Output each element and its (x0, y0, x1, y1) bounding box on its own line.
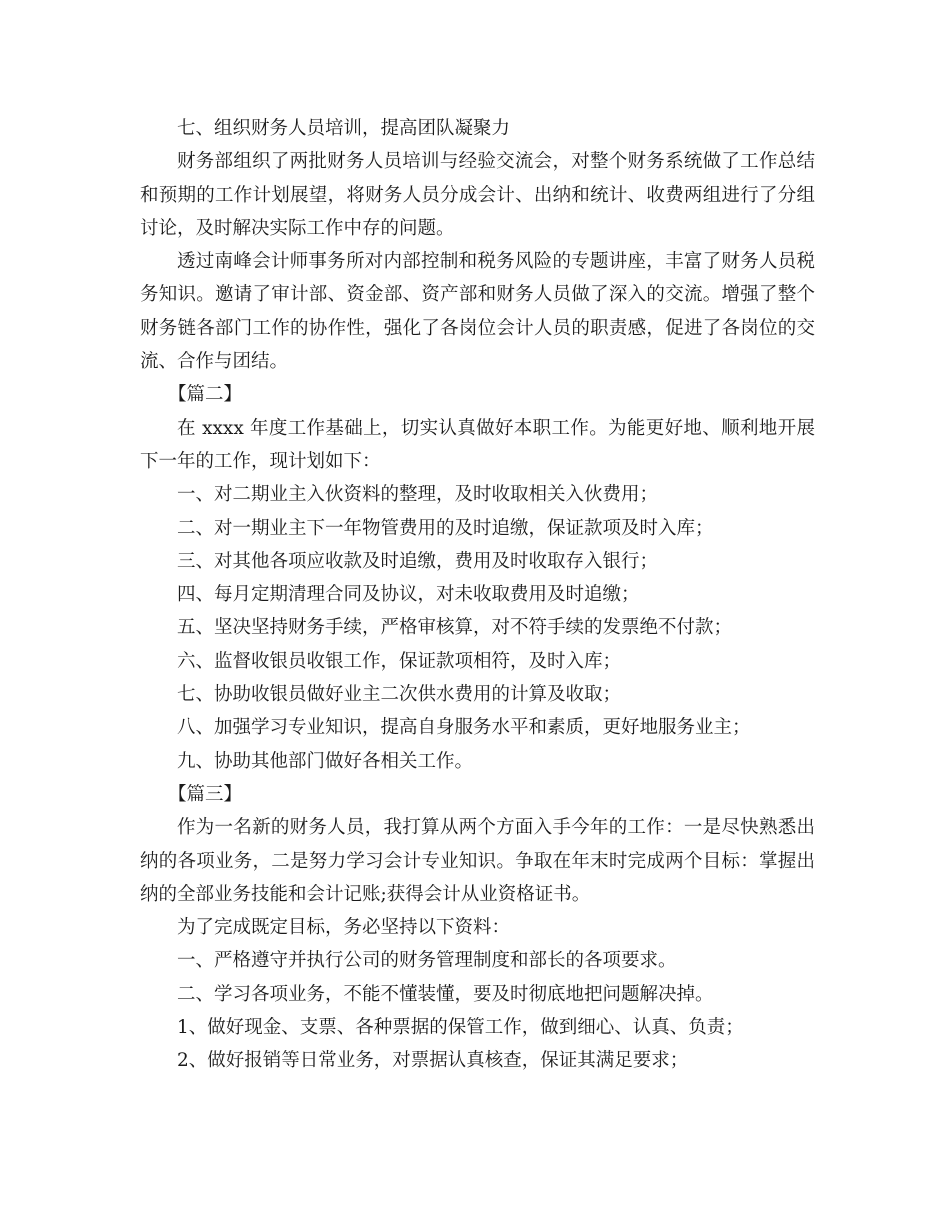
part-three-heading: 【篇三】 (168, 783, 243, 805)
plan-item: 2、做好报销等日常业务，对票据认真核查，保证其满足要求； (177, 1050, 689, 1072)
plan-item: 一、对二期业主入伙资料的整理，及时收取相关入伙费用； (177, 484, 659, 506)
plan-item: 九、协助其他部门做好各相关工作。 (177, 750, 474, 772)
plan-item: 1、做好现金、支票、各种票据的保管工作，做到细心、认真、负责； (177, 1017, 744, 1039)
part-two-heading: 【篇二】 (168, 384, 243, 406)
plan-item: 一、严格遵守并执行公司的财务管理制度和部长的各项要求。 (177, 950, 677, 972)
plan-item: 六、监督收银员收银工作，保证款项相符，及时入库； (177, 650, 622, 672)
section-7-title: 七、组织财务人员培训，提高团队凝聚力 (177, 118, 511, 139)
plan-item: 二、对一期业主下一年物管费用的及时追缴，保证款项及时入库； (177, 517, 714, 539)
body-paragraph: 财务部组织了两批财务人员培训与经验交流会，对整个财务系统做了工作总结和预期的工作计划展望，将财务人员分成会计、出纳和统计、收费两组进行了分组讨论，及时解决实际工作中存的问题。 (140, 151, 815, 239)
plan-item: 七、协助收银员做好业主二次供水费用的计算及收取； (177, 684, 622, 706)
body-paragraph: 在 xxxx 年度工作基础上，切实认真做好本职工作。为能更好地、顺利地开展下一年的工作，现计划如下： (140, 417, 815, 472)
body-paragraph: 作为一名新的财务人员，我打算从两个方面入手今年的工作：一是尽快熟悉出纳的各项业务，二是努力学习会计专业知识。争取在年末时完成两个目标：掌握出纳的全部业务技能和会计记账;获得会计从业资格证书。 (140, 817, 815, 905)
body-paragraph: 透过南峰会计师事务所对内部控制和税务风险的专题讲座，丰富了财务人员税务知识。邀请了审计部、资金部、资产部和财务人员做了深入的交流。增强了整个财务链各部门工作的协作性，强化了各岗位会计人员的职责感，促进了各岗位的交流、合作与团结。 (140, 251, 815, 373)
plan-item: 二、学习各项业务，不能不懂装懂，要及时彻底地把问题解决掉。 (177, 983, 714, 1005)
body-paragraph: 为了完成既定目标，务必坚持以下资料： (177, 917, 511, 939)
plan-item: 五、坚决坚持财务手续，严格审核算，对不符手续的发票绝不付款； (177, 617, 733, 639)
plan-item: 四、每月定期清理合同及协议，对未收取费用及时追缴； (177, 584, 640, 606)
document-page (140, 112, 815, 1078)
plan-item: 八、加强学习专业知识，提高自身服务水平和素质，更好地服务业主； (177, 717, 751, 739)
plan-item: 三、对其他各项应收款及时追缴，费用及时收取存入银行； (177, 550, 659, 572)
